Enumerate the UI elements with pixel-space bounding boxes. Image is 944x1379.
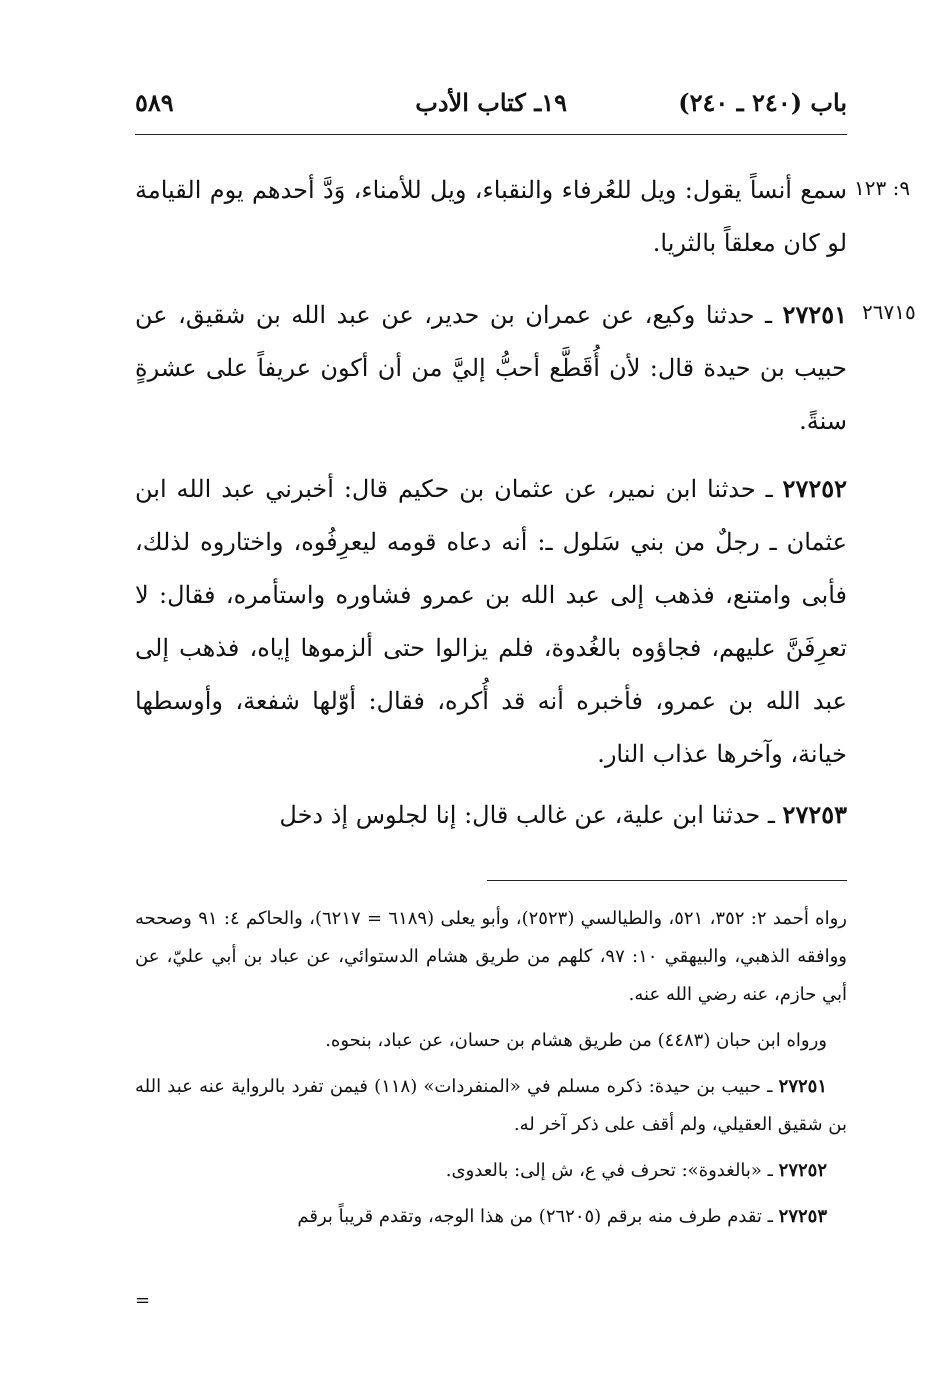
margin-reference: ٩: ١٢٣ [854, 176, 911, 200]
footnote [135, 1068, 847, 1144]
footnote-text: ـ حبيب بن حيدة: ذكره مسلم في «المنفردات» (١١٨) فيمن تفرد بالرواية عنه عبد الله بن شقيق العقيلي، ولم أقف على ذكر آخر له. [135, 1076, 847, 1135]
footnotes [135, 900, 847, 1236]
header-rule [135, 134, 847, 135]
page-number: ٥٨٩ [135, 88, 174, 117]
hadith-text: ـ حدثنا وكيع، عن عمران بن حدير، عن عبد الله بن شقيق، عن حبيب بن حيدة قال: لأن أُقَطَّع أحبُّ إليَّ من أن أكون عريفاً على عشرةٍ سنةً. [135, 301, 847, 435]
hadith-27253 [135, 788, 847, 842]
hadith-paragraph [135, 788, 847, 842]
footnote-rule [487, 880, 847, 881]
book-title: ١٩ـ كتاب الأدب [415, 88, 567, 117]
footnote [135, 1152, 847, 1190]
hadith-number: ٢٧٢٥٣ [782, 800, 847, 829]
chapter-heading: باب (٢٤٠ ـ ٢٤٠) [678, 88, 847, 117]
footnote-number: ٢٧٢٥٢ [778, 1160, 827, 1181]
footnote-text: ـ «بالغدوة»: تحرف في ع، ش إلى: بالعدوى. [445, 1160, 779, 1181]
footnote [135, 1198, 847, 1236]
margin-reference: ٢٦٧١٥ [862, 300, 916, 324]
footnote-number: ٢٧٢٥١ [778, 1076, 827, 1097]
footnote-number: ٢٧٢٥٣ [778, 1206, 827, 1227]
hadith-number: ٢٧٢٥١ [782, 300, 847, 329]
continuation-mark: = [135, 1290, 151, 1311]
footnote: ورواه ابن حبان (٤٤٨٣) من طريق هشام بن حسان، عن عباد، بنحوه. [325, 1030, 827, 1051]
hadith-27252 [135, 462, 847, 781]
hadith-paragraph [135, 462, 847, 781]
footnote: رواه أحمد ٢: ٣٥٢، ٥٢١، والطيالسي (٢٥٢٣)، وأبو يعلى (٦١٨٩ = ٦٢١٧)، والحاكم ٤: ٩١ وصححه ووافقه الذهبي، والبيهقي ١٠: ٩٧، كلهم من طريق هشام الدستوائي، عن عباد بن أبي عليّ، عن أبي حازم، عنه رضي الله عنه. [135, 908, 848, 1005]
hadith-number: ٢٧٢٥٢ [782, 474, 847, 503]
main-text-block [135, 164, 847, 270]
hadith-27251 [135, 288, 847, 448]
hadith-paragraph [135, 288, 847, 448]
paragraph-continuation: سمع أنساً يقول: ويل للعُرفاء والنقباء، ويل للأمناء، وَدَّ أحدهم يوم القيامة لو كان معلقاً بالثريا. [135, 176, 847, 257]
footnote-text: ـ تقدم طرف منه برقم (٢٦٢٠٥) من هذا الوجه، وتقدم قريباً برقم [297, 1206, 779, 1227]
running-header [135, 88, 847, 128]
hadith-text: ـ حدثنا ابن علية، عن غالب قال: إنا لجلوس إذ دخل [279, 801, 783, 829]
hadith-text: ـ حدثنا ابن نمير، عن عثمان بن حكيم قال: أخبرني عبد الله ابن عثمان ـ رجلٌ من بني سَلول ـ: أنه دعاه قومه ليعرِفُوه، واختاروه لذلك، فأبى وامتنع، فذهب إلى عبد الله بن عمرو فشاوره واستأمره، فقال: لا تعرِفَنَّ عليهم، فجاؤوه بالغُدوة، فلم يزالوا حتى ألزموها إياه، فذهب إلى عبد الله بن عمرو، فأخبره أنه قد أُكره، فقال: أوّلها شفعة، وأوسطها خيانة، وآخرها عذاب النار. [135, 475, 847, 768]
